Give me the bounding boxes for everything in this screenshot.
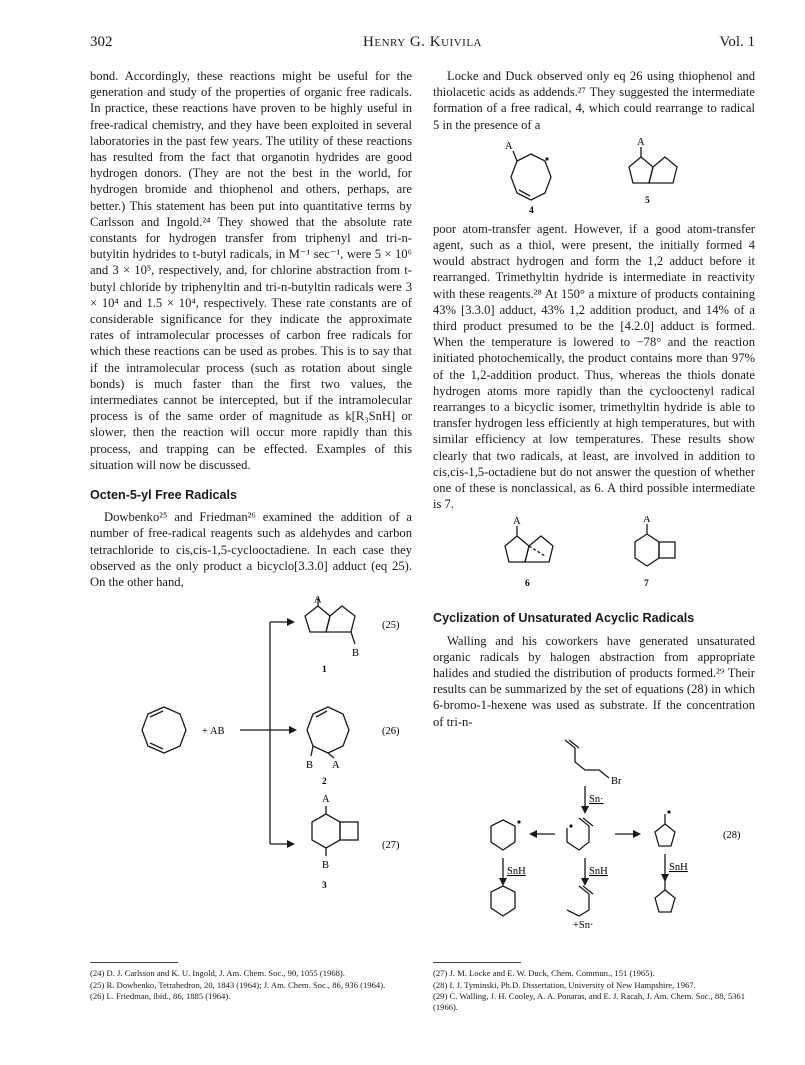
bicyclo-420-ring [312, 814, 340, 848]
bromine-label: Br [611, 775, 622, 787]
bicyclooctane-ring [305, 606, 330, 632]
compound-number: 3 [322, 881, 327, 892]
reagent-label: + AB [202, 726, 225, 738]
footnote: (26) L. Friedman, ibid., 86, 1885 (1964). [90, 991, 231, 1002]
radical-structures-4-5 [433, 137, 755, 217]
cyclooctadiene-ring [142, 707, 186, 753]
reagent-label: SnH [507, 865, 526, 877]
substituent-label: A [513, 516, 521, 528]
substituent-label: B [322, 860, 330, 872]
substituent-label: A [332, 760, 340, 772]
byproduct-label: +Sn· [573, 919, 594, 929]
footnote: (29) C. Walling, J. H. Cooley, A. A. Ponaras, and E. J. Racah, J. Am. Chem. Soc., 88, 5361 (1966). [433, 991, 746, 1012]
page-number: 302 [90, 34, 113, 50]
substituent-label: B [306, 760, 314, 772]
volume-label: Vol. 1 [719, 34, 755, 50]
reagent-label: SnH [669, 861, 688, 873]
footnotes-right [433, 968, 755, 1013]
equation-number: (27) [382, 840, 400, 852]
left-column [90, 68, 412, 900]
footnote-rule [433, 962, 521, 963]
compound-number: 2 [322, 777, 327, 788]
footnotes-left [90, 968, 412, 1003]
reagent-label: SnH [589, 865, 608, 877]
equation-number: (26) [382, 726, 400, 738]
reaction-scheme-28 [433, 734, 755, 929]
compound-number: 6 [525, 579, 530, 590]
footnote: (24) D. J. Carlsson and K. U. Ingold, J. Am. Chem. Soc., 90, 1055 (1968). [90, 968, 345, 978]
compound-number: 5 [645, 195, 650, 206]
reaction-scheme-25-27 [90, 596, 412, 896]
paragraph: Locke and Duck observed only eq 26 using thiophenol and thiolacetic acids as addends.²⁷ They suggested the intermediate formation of a free radical, 4, which could rearrange to radical 5 in the presence of a [433, 69, 755, 132]
footnote: (28) I. J. Tyminski, Ph.D. Dissertation, University of New Hampshire, 1967. [433, 979, 696, 990]
running-author: Henry G. Kuivila [363, 34, 482, 50]
section-heading: Cyclization of Unsaturated Acyclic Radicals [433, 611, 695, 626]
substituent-label: A [322, 794, 330, 806]
footnote-rule [90, 962, 178, 963]
section-heading: Octen-5-yl Free Radicals [90, 488, 237, 503]
equation-number: (25) [382, 620, 400, 632]
substituent-label: A [637, 136, 645, 148]
paragraph: bond. Accordingly, these reactions might be useful for the generation and study of the properties of organic free radicals. In practice, these reactions have proven to be highly useful in free-radical chemistry, and they have been exploited in several laboratories in the past few years. The utility of these reactions has resulted from the fact that organotin hydrides are good hydrogen donors. (They are not the best in the world, for hydrogen bromide and thiophenol and others, perhaps, are better.) This statement has been put into quantitative terms by Carlsson and Ingold.²⁴ They showed that the absolute rate constants for hydrogen transfer from triphenyl and tri-n-butyltin hydrides to t-butyl radicals, in M⁻¹ sec⁻¹, were 5 × 10⁶ and 3 × 10⁵, respectively, and, for chlorine abstraction from t-butyl chloride by triphenyltin and tri-n-butyltin radicals were 3 × 10⁴ and 1.5 × 10⁴, respectively. These rate constants are of considerable significance for they indicate the approximate rates of intramolecular processes of carbon free radicals for which these reactions can be used as probes. This is to say that if the intramolecular process (such as rotation about single bonds) is much faster than the first two values, the intermediates cannot be intercepted, but if the intramolecular process is of the same order of magnitude as k[R₃SnH] or slower, then the reaction will occur more rapidly than this process, and trapping can be effected. Examples of this situation will now be discussed. [90, 69, 412, 472]
substituent-label: B [352, 648, 360, 660]
reagent-label: Sn· [589, 793, 604, 805]
paragraph: Dowbenko²⁵ and Friedman²⁶ examined the addition of a number of free-radical reagents such as aldehydes and carbon tetrachloride to cis,cis-1,5-cyclooctadiene. In each case they observed as the only product a bicyclo[3.3.0] adduct (eq 25). On the other hand, [90, 510, 412, 590]
radical-structures-6-7 [433, 516, 755, 596]
substituent-label: A [314, 596, 322, 606]
compound-number: 1 [322, 665, 327, 676]
right-column [433, 68, 755, 933]
footnote: (25) R. Dowbenko, Tetrahedron, 20, 1843 (1964); J. Am. Chem. Soc., 86, 936 (1964). [90, 979, 386, 990]
footnote: (27) J. M. Locke and E. W. Duck, Chem. Commun., 151 (1965). [433, 968, 655, 978]
compound-number: 4 [529, 205, 534, 216]
substituent-label: A [505, 140, 513, 152]
paragraph: Walling and his coworkers have generated unsaturated organic radicals by halogen abstraction from appropriate halides and studied the distribution of products formed.²⁹ Their results can be summarized by the set of equations (28) in which 6-bromo-1-hexene was used as substrate. If the concentration of tri-n- [433, 633, 755, 729]
equation-number: (28) [723, 829, 741, 841]
page-header [90, 34, 755, 54]
substituent-label: A [643, 516, 651, 526]
compound-number: 7 [644, 579, 649, 590]
paragraph: poor atom-transfer agent. However, if a good atom-transfer agent, such as a thiol, were present, the initially formed 4 would abstract hydrogen and form the 1,2 adduct before it rearranged. Trimethyltin hydride is intermediate in reactivity with these reagents.²⁸ At 150° a mixture of products containing 43% [3.3.0] adduct, 43% 1,2 addition product, and 14% of a third product presumed to be the [4.2.0] adduct is formed. When the temperature is lowered to −78° and the reaction initiated photochemically, the product contains more than 97% of the 1,2-addition product. Thus, whereas the thiols donate hydrogen atoms more rapidly than the cyclooctenyl radical rearranges to a bicyclic isomer, trimethyltin hydride is able to transfer hydrogen less efficiently at high temperatures, but with similar efficiency at low temperatures. These results show clearly that two radicals, at least, are involved in addition to cis,cis-1,5-octadiene but do not answer the question of whether one of these is nonclassical, as 6. A third possible intermediate is 7. [433, 221, 755, 512]
